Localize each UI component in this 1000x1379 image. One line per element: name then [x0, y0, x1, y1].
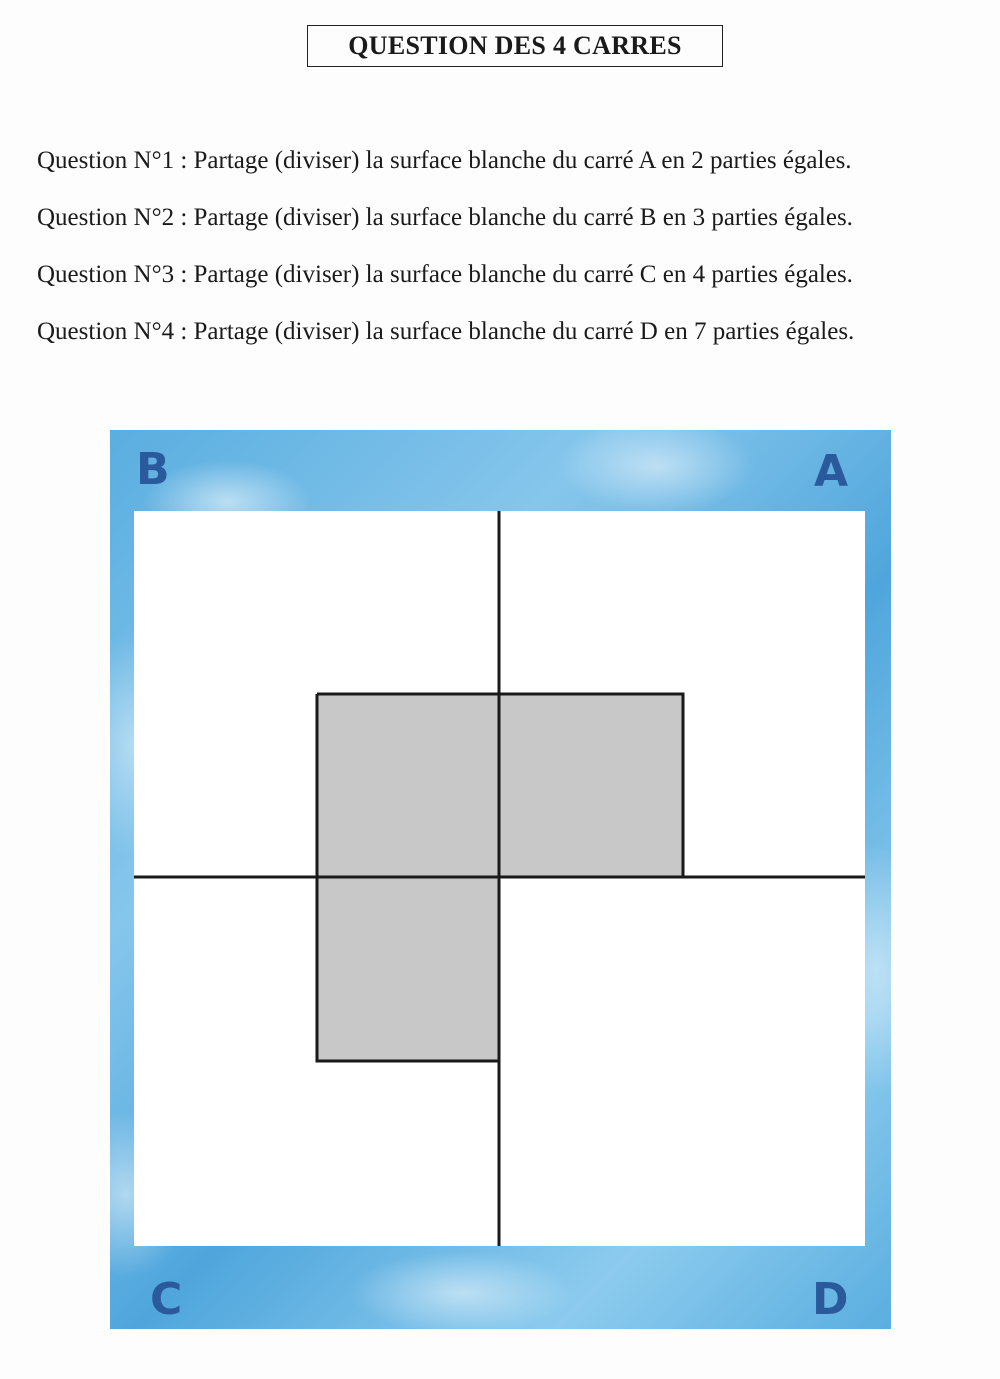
question-1: Question N°1 : Partage (diviser) la surface blanche du carré A en 2 parties égales.: [37, 147, 852, 174]
question-list: [37, 142, 967, 370]
label-square-a: A: [814, 446, 849, 497]
label-square-d: D: [812, 1274, 849, 1325]
question-4: Question N°4 : Partage (diviser) la surface blanche du carré D en 7 parties égales.: [37, 318, 855, 345]
label-square-b: B: [136, 444, 170, 495]
question-2: Question N°2 : Partage (diviser) la surface blanche du carré B en 3 parties égales.: [37, 204, 853, 231]
squares-drawing: [110, 430, 891, 1329]
page-title: QUESTION DES 4 CARRES: [307, 25, 723, 67]
four-squares-diagram: [110, 430, 891, 1329]
question-3: Question N°3 : Partage (diviser) la surface blanche du carré C en 4 parties égales.: [37, 261, 853, 288]
shaded-region-lower: [317, 877, 499, 1061]
label-square-c: C: [150, 1274, 183, 1325]
